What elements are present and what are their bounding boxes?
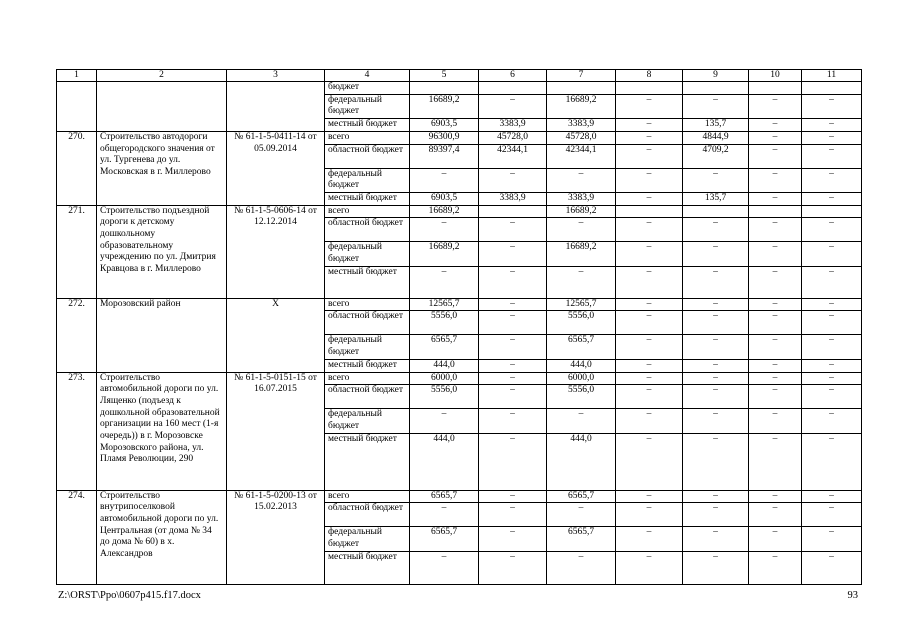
funding-source: местный бюджет [325,433,410,490]
amount-cell: – [802,144,862,168]
amount-cell: – [802,242,862,266]
amount-cell: – [616,311,683,335]
col-header: 4 [325,70,410,82]
header-row [57,70,862,82]
funding-source: местный бюджет [325,359,410,372]
amount-cell: 6000,0 [410,372,479,385]
funding-source: бюджет [325,82,410,95]
col-header: 11 [802,70,862,82]
amount-cell: – [479,359,547,372]
amount-cell: – [683,335,749,359]
funding-source: федеральный бюджет [325,335,410,359]
amount-cell: – [479,94,547,118]
amount-cell: – [749,168,802,192]
funding-source: федеральный бюджет [325,242,410,266]
amount-cell: – [802,503,862,527]
amount-cell: – [802,335,862,359]
amount-cell: – [802,266,862,298]
amount-cell [479,82,547,95]
amount-cell: 5556,0 [410,311,479,335]
funding-source: местный бюджет [325,551,410,584]
amount-cell: – [802,433,862,490]
amount-cell [749,205,802,218]
amount-cell: – [802,409,862,433]
expertise-doc: № 61-1-5-0411-14 от 05.09.2014 [227,131,325,205]
funding-source: областной бюджет [325,311,410,335]
amount-cell: – [802,359,862,372]
col-header: 9 [683,70,749,82]
amount-cell: – [802,94,862,118]
col-header: 8 [616,70,683,82]
amount-cell: – [683,218,749,242]
amount-cell: 45728,0 [479,131,547,144]
amount-cell: – [479,218,547,242]
amount-cell: 12565,7 [547,298,616,311]
amount-cell: – [479,372,547,385]
amount-cell: 6000,0 [547,372,616,385]
amount-cell: 5556,0 [547,311,616,335]
table-row [57,131,862,144]
amount-cell: – [616,527,683,551]
amount-cell: – [479,298,547,311]
amount-cell: 3383,9 [547,119,616,132]
funding-source: федеральный бюджет [325,168,410,192]
amount-cell: – [683,433,749,490]
amount-cell: – [683,490,749,503]
object-name: Строительство автомобильной дороги по ул. Лященко (подъезд к дошкольной образовательной организации на 160 мест (1-я очередь)) в г. Морозовске Морозовского района, ул. Пламя Революции, 290 [97,372,227,490]
amount-cell: 42344,1 [479,144,547,168]
amount-cell: – [749,94,802,118]
amount-cell: 16689,2 [410,94,479,118]
funding-source: всего [325,131,410,144]
amount-cell: – [749,359,802,372]
object-name: Морозовский район [97,298,227,372]
object-name: Строительство автодороги общегородского значения от ул. Тургенева до ул. Московская в г. Миллерово [97,131,227,205]
amount-cell: – [616,298,683,311]
amount-cell: 96300,9 [410,131,479,144]
col-header: 5 [410,70,479,82]
amount-cell: 444,0 [410,359,479,372]
amount-cell: 6565,7 [547,335,616,359]
amount-cell: 12565,7 [410,298,479,311]
amount-cell: – [479,242,547,266]
amount-cell: – [547,266,616,298]
amount-cell: – [802,311,862,335]
amount-cell: – [802,385,862,409]
funding-source: федеральный бюджет [325,527,410,551]
amount-cell [547,82,616,95]
amount-cell [683,82,749,95]
amount-cell: – [802,551,862,584]
amount-cell: – [802,527,862,551]
amount-cell [616,205,683,218]
table-row [57,205,862,218]
amount-cell: – [683,359,749,372]
amount-cell: – [616,385,683,409]
amount-cell: – [479,503,547,527]
amount-cell: – [802,131,862,144]
amount-cell: – [410,168,479,192]
table-row [57,490,862,503]
col-header: 6 [479,70,547,82]
amount-cell: – [802,298,862,311]
amount-cell: – [749,311,802,335]
amount-cell: 6565,7 [410,490,479,503]
funding-source: местный бюджет [325,266,410,298]
amount-cell: – [802,218,862,242]
amount-cell: 3383,9 [479,192,547,205]
amount-cell: – [616,94,683,118]
col-header: 1 [57,70,97,82]
amount-cell: – [749,372,802,385]
amount-cell: – [616,218,683,242]
amount-cell: – [547,503,616,527]
amount-cell: – [479,551,547,584]
funding-source: областной бюджет [325,218,410,242]
table-row [57,372,862,385]
amount-cell: – [616,433,683,490]
amount-cell: – [749,119,802,132]
amount-cell: – [479,385,547,409]
budget-table [56,69,862,585]
amount-cell: – [479,409,547,433]
amount-cell: 89397,4 [410,144,479,168]
amount-cell: – [616,372,683,385]
amount-cell: – [410,218,479,242]
col-header: 7 [547,70,616,82]
col-header: 3 [227,70,325,82]
amount-cell: – [802,490,862,503]
amount-cell: – [479,266,547,298]
amount-cell: – [683,385,749,409]
amount-cell: – [616,192,683,205]
amount-cell: – [616,266,683,298]
object-name: Строительство подъездной дороги к детскому дошкольному образовательному учреждению по ул. Дмитрия Кравцова в г. Миллерово [97,205,227,298]
amount-cell: – [802,192,862,205]
funding-source: всего [325,372,410,385]
expertise-doc: Х [227,298,325,372]
amount-cell: 16689,2 [547,94,616,118]
amount-cell: – [683,527,749,551]
amount-cell: 6903,5 [410,119,479,132]
amount-cell: – [749,527,802,551]
amount-cell: – [479,527,547,551]
amount-cell: – [616,144,683,168]
object-name [97,82,227,132]
amount-cell: 4844,9 [683,131,749,144]
amount-cell: – [547,409,616,433]
amount-cell [410,82,479,95]
row-number: 273. [57,372,97,490]
amount-cell: 444,0 [410,433,479,490]
row-number: 274. [57,490,97,584]
amount-cell: – [547,218,616,242]
amount-cell: 6903,5 [410,192,479,205]
amount-cell: – [683,551,749,584]
amount-cell: – [479,433,547,490]
amount-cell: 6565,7 [410,527,479,551]
amount-cell: – [683,372,749,385]
amount-cell: 3383,9 [479,119,547,132]
expertise-doc [227,82,325,132]
funding-source: местный бюджет [325,192,410,205]
expertise-doc: № 61-1-5-0151-15 от 16.07.2015 [227,372,325,490]
amount-cell: – [410,503,479,527]
amount-cell: – [683,266,749,298]
amount-cell: 16689,2 [410,242,479,266]
object-name: Строительство внутрипоселковой автомобильной дороги по ул. Центральная (от дома № 34 до дома № 60) в х. Александров [97,490,227,584]
amount-cell: – [749,490,802,503]
amount-cell: 444,0 [547,433,616,490]
row-number: 270. [57,131,97,205]
funding-source: всего [325,490,410,503]
amount-cell: – [802,168,862,192]
amount-cell: – [683,298,749,311]
row-number: 271. [57,205,97,298]
amount-cell: – [802,119,862,132]
amount-cell: – [683,503,749,527]
file-path: Z:\ORST\Ppo\0607p415.f17.docx [58,590,201,601]
amount-cell: – [479,168,547,192]
amount-cell: – [749,192,802,205]
row-number [57,82,97,132]
amount-cell: 45728,0 [547,131,616,144]
amount-cell: – [749,298,802,311]
amount-cell [683,205,749,218]
table-row [57,82,862,95]
amount-cell: – [749,131,802,144]
amount-cell: – [616,409,683,433]
amount-cell: – [683,311,749,335]
funding-source: областной бюджет [325,385,410,409]
amount-cell: – [616,551,683,584]
row-number: 272. [57,298,97,372]
amount-cell: – [616,503,683,527]
amount-cell: – [749,144,802,168]
amount-cell: – [749,433,802,490]
amount-cell: – [616,119,683,132]
amount-cell: 5556,0 [547,385,616,409]
amount-cell: – [749,409,802,433]
amount-cell: – [749,335,802,359]
amount-cell: – [749,551,802,584]
funding-source: областной бюджет [325,144,410,168]
amount-cell [802,205,862,218]
amount-cell: – [547,168,616,192]
amount-cell: 6565,7 [410,335,479,359]
amount-cell: 6565,7 [547,527,616,551]
amount-cell [616,82,683,95]
amount-cell: 135,7 [683,119,749,132]
amount-cell: – [616,335,683,359]
amount-cell: – [749,385,802,409]
amount-cell: – [616,359,683,372]
amount-cell: – [683,94,749,118]
amount-cell: 16689,2 [547,205,616,218]
amount-cell: – [410,266,479,298]
amount-cell: – [616,490,683,503]
amount-cell: 16689,2 [547,242,616,266]
col-header: 10 [749,70,802,82]
amount-cell [802,82,862,95]
amount-cell: – [802,372,862,385]
amount-cell: – [749,242,802,266]
amount-cell: 135,7 [683,192,749,205]
amount-cell: 444,0 [547,359,616,372]
funding-source: местный бюджет [325,119,410,132]
amount-cell: – [410,409,479,433]
funding-source: областной бюджет [325,503,410,527]
expertise-doc: № 61-1-5-0606-14 от 12.12.2014 [227,205,325,298]
amount-cell: – [749,266,802,298]
amount-cell: – [479,335,547,359]
col-header: 2 [97,70,227,82]
amount-cell: – [479,490,547,503]
amount-cell: 3383,9 [547,192,616,205]
amount-cell: – [749,503,802,527]
amount-cell: 6565,7 [547,490,616,503]
funding-source: всего [325,205,410,218]
amount-cell: 16689,2 [410,205,479,218]
funding-source: федеральный бюджет [325,94,410,118]
amount-cell: – [616,168,683,192]
amount-cell: – [749,218,802,242]
amount-cell: 4709,2 [683,144,749,168]
amount-cell: – [616,131,683,144]
funding-source: федеральный бюджет [325,409,410,433]
amount-cell: – [479,311,547,335]
amount-cell [749,82,802,95]
amount-cell: – [683,168,749,192]
page-number: 93 [847,590,858,601]
amount-cell: – [683,409,749,433]
amount-cell: – [683,242,749,266]
amount-cell: – [547,551,616,584]
funding-source: всего [325,298,410,311]
amount-cell [479,205,547,218]
amount-cell: – [616,242,683,266]
amount-cell: – [410,551,479,584]
table-row [57,298,862,311]
amount-cell: 42344,1 [547,144,616,168]
expertise-doc: № 61-1-5-0200-13 от 15.02.2013 [227,490,325,584]
amount-cell: 5556,0 [410,385,479,409]
